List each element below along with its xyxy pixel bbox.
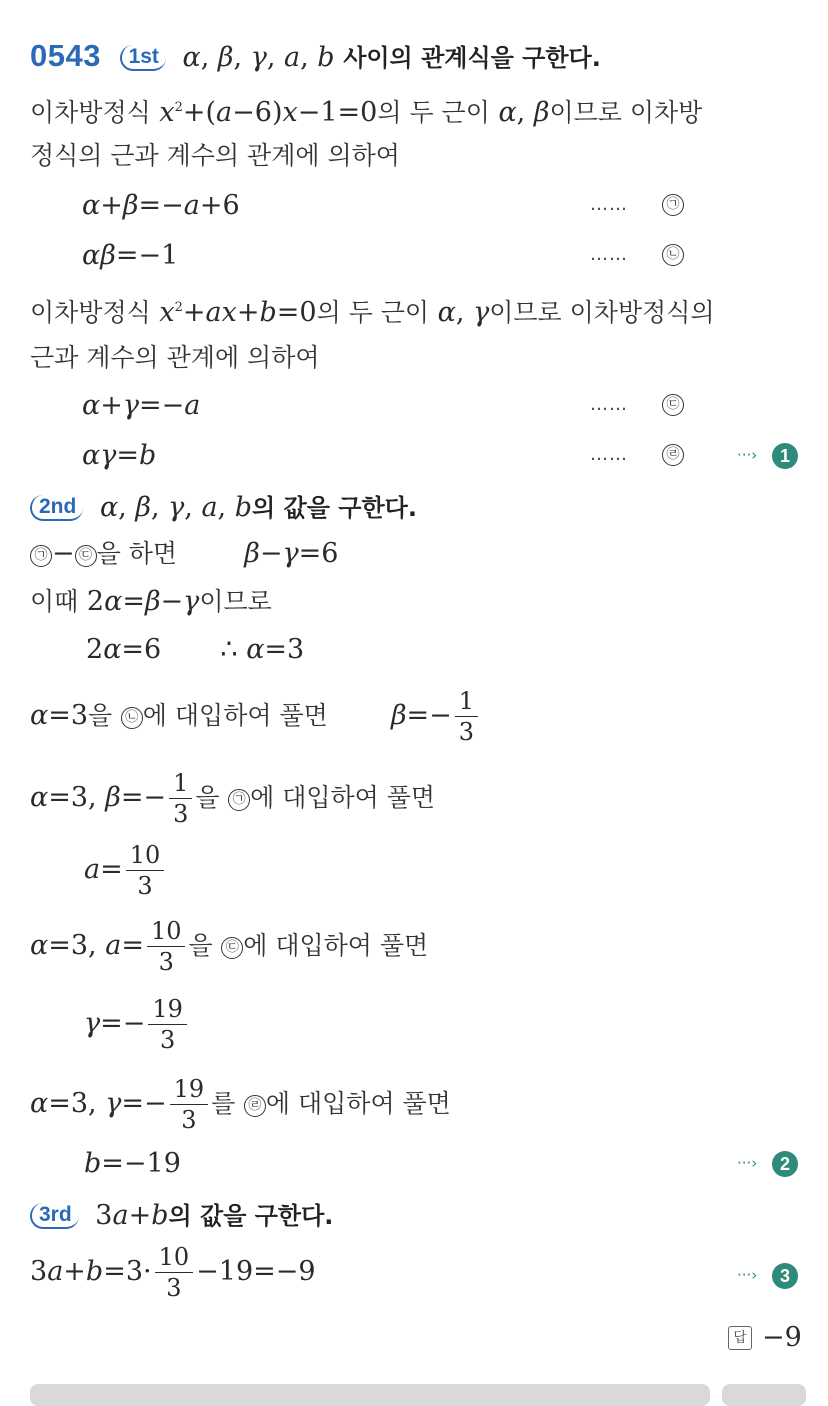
text-line: ㉠ − ㉢ 을 하면 β−γ=6 bbox=[30, 534, 338, 574]
equation: 3a+b=3· $\frac{10}{3}$ −19=−9 bbox=[30, 1243, 316, 1302]
circle-label-4: ㉣ bbox=[662, 444, 684, 466]
bottom-bar[interactable] bbox=[30, 1384, 710, 1406]
arrow-icon: ···› bbox=[737, 1266, 758, 1284]
step2-header: 2nd α, β, γ, a, b의 값을 구한다. bbox=[30, 488, 417, 528]
step-mark-1: 1 bbox=[772, 443, 798, 469]
text-line: 이차방정식 $x^2+ax+b=0$의 두 근이 α, γ이므로 이차방정식의 bbox=[30, 297, 715, 328]
step1-title: 사이의 관계식을 구한다. bbox=[343, 44, 601, 72]
text-line: α=3, a= $\frac{10}{3}$ 을 ㉢ 에 대입하여 풀면 bbox=[30, 917, 429, 976]
step-mark-2: 2 bbox=[772, 1151, 798, 1177]
circle-label-3: ㉢ bbox=[662, 394, 684, 416]
step1-badge: 1st bbox=[120, 45, 166, 71]
text-line: 근과 계수의 관계에 의하여 bbox=[30, 343, 320, 372]
equation: γ=− $\frac{19}{3}$ bbox=[84, 994, 190, 1055]
step2-badge: 2nd bbox=[30, 495, 83, 521]
circle-label-2: ㉡ bbox=[662, 244, 684, 266]
step3-header: 3rd 3a+b의 값을 구한다. bbox=[30, 1196, 333, 1236]
bottom-bar-button[interactable] bbox=[722, 1384, 806, 1406]
equation: a= $\frac{10}{3}$ bbox=[84, 840, 167, 901]
answer-icon: 답 bbox=[728, 1326, 752, 1350]
equation: b=−19 bbox=[84, 1148, 181, 1179]
text-line: 정식의 근과 계수의 관계에 의하여 bbox=[30, 141, 400, 170]
step2-title: 의 값을 구한다. bbox=[252, 494, 417, 522]
arrow-icon: ···› bbox=[737, 446, 758, 464]
text-line: α=3, β=− $\frac{1}{3}$ 을 ㉠ 에 대입하여 풀면 bbox=[30, 769, 436, 828]
answer bbox=[728, 1318, 802, 1358]
text-line: α=3을 ㉡ 에 대입하여 풀면 β=− $\frac{1}{3}$ bbox=[30, 686, 481, 747]
dots: …… bbox=[590, 394, 628, 415]
dots: …… bbox=[590, 244, 628, 265]
dots: …… bbox=[590, 194, 628, 215]
text-line: α=3, γ=− $\frac{19}{3}$ 를 ㉣ 에 대입하여 풀면 bbox=[30, 1075, 451, 1134]
equation: αγ=b bbox=[82, 440, 157, 471]
problem-header: 0543 1st α, β, γ, a, b 사이의 관계식을 구한다. bbox=[30, 38, 601, 73]
equation: α+γ=−a bbox=[82, 390, 201, 421]
equation: αβ=−1 bbox=[82, 240, 179, 271]
step3-title: 의 값을 구한다. bbox=[168, 1202, 334, 1230]
text-line: 이차방정식 $x^2+(a-6)x-1=0$의 두 근이 α, β이므로 이차방 bbox=[30, 97, 703, 128]
step-mark-3: 3 bbox=[772, 1263, 798, 1289]
arrow-icon: ···› bbox=[737, 1154, 758, 1172]
circle-label-1: ㉠ bbox=[662, 194, 684, 216]
step3-badge: 3rd bbox=[30, 1203, 79, 1229]
equation: 2α=6 ∴ α=3 bbox=[86, 634, 305, 665]
problem-number: 0543 bbox=[30, 38, 101, 73]
text-line: 이때 2α=β−γ이므로 bbox=[30, 586, 272, 617]
answer-value: −9 bbox=[762, 1322, 802, 1353]
dots: …… bbox=[590, 444, 628, 465]
equation: α+β=−a+6 bbox=[82, 190, 240, 221]
